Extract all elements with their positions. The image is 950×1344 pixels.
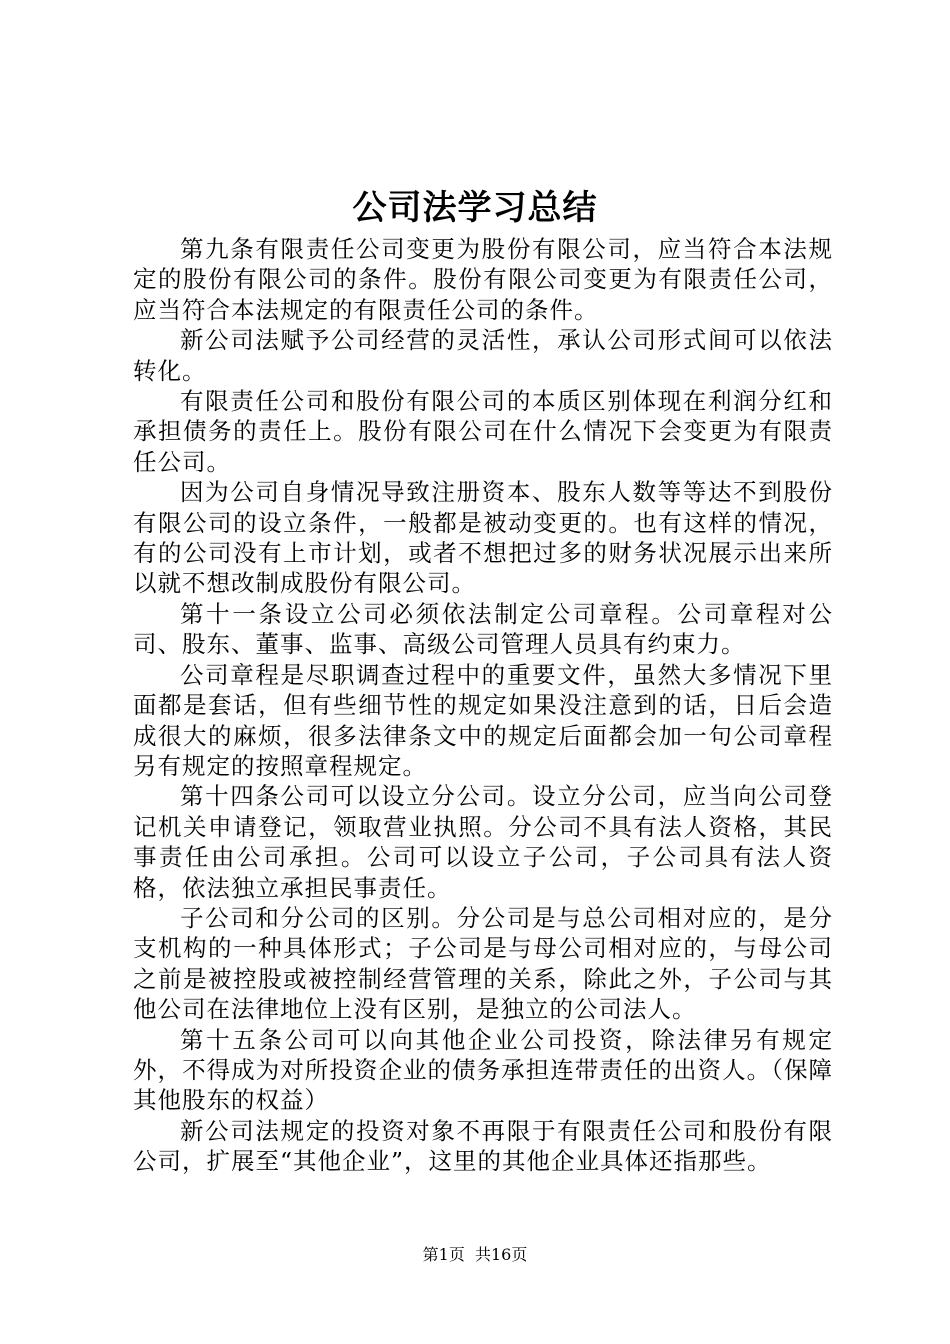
paragraph-1: 第九条有限责任公司变更为股份有限公司，应当符合本法规定的股份有限公司的条件。股份有限公司变更为有限责任公司，应当符合本法规定的有限责任公司的条件。 [133,235,833,324]
document-title: 公司法学习总结 [352,188,598,228]
paragraph-8: 子公司和分公司的区别。分公司是与总公司相对应的，是分支机构的一种具体形式；子公司是与母公司相对应的，与母公司之前是被控股或被控制经营管理的关系，除此之外，子公司与其他公司在法律地位上没有区别，是独立的公司法人。 [133,903,833,1024]
paragraph-5: 第十一条设立公司必须依法制定公司章程。公司章程对公司、股东、董事、监事、高级公司管理人员具有约束力。 [133,599,833,659]
paragraph-9: 第十五条公司可以向其他企业公司投资，除法律另有规定外，不得成为对所投资企业的债务承担连带责任的出资人。（保障其他股东的权益） [133,1025,833,1115]
document-body [133,234,833,1177]
paragraph-7: 第十四条公司可以设立分公司。设立分公司，应当向公司登记机关申请登记，领取营业执照。分公司不具有法人资格，其民事责任由公司承担。公司可以设立子公司，子公司具有法人资格，依法独立承担民事责任。 [133,782,833,902]
page-footer [0,1244,950,1266]
page-number: 第1页 共16页 [422,1245,528,1264]
paragraph-10: 新公司法规定的投资对象不再限于有限责任公司和股份有限公司，扩展至“其他企业”，这里的其他企业具体还指那些。 [133,1116,833,1176]
paragraph-6: 公司章程是尽职调查过程中的重要文件，虽然大多情况下里面都是套话，但有些细节性的规定如果没注意到的话，日后会造成很大的麻烦，很多法律条文中的规定后面都会加一句公司章程另有规定的按照章程规定。 [133,660,833,780]
paragraph-4: 因为公司自身情况导致注册资本、股东人数等等达不到股份有限公司的设立条件，一般都是被动变更的。也有这样的情况，有的公司没有上市计划，或者不想把过多的财务状况展示出来所以就不想改制成股份有限公司。 [133,478,833,598]
paragraph-3: 有限责任公司和股份有限公司的本质区别体现在利润分红和承担债务的责任上。股份有限公司在什么情况下会变更为有限责任公司。 [133,387,833,476]
paragraph-2: 新公司法赋予公司经营的灵活性，承认公司形式间可以依法转化。 [133,326,833,385]
